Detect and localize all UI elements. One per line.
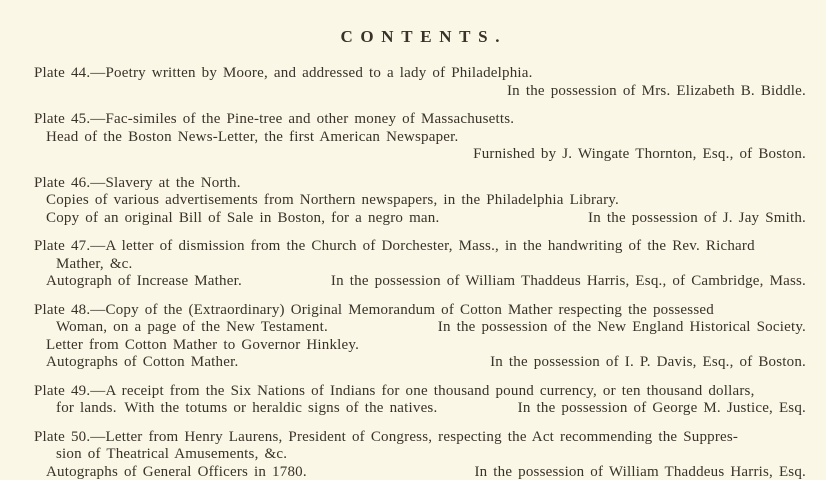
entry-line-text: Autographs of Cotton Mather. <box>46 354 239 370</box>
entry-line-split <box>34 273 806 291</box>
possession-credit: In the possession of William Thaddeus Harris, Esq. <box>474 463 806 480</box>
entry-line-split <box>34 319 806 337</box>
plate-heading: Plate 45.—Fac-similes of the Pine-tree and other money of Massachusetts. <box>34 111 515 127</box>
entry-line-text: for lands. With the totums or heraldic signs of the natives. <box>56 400 438 416</box>
contents-entry-plate-46 <box>34 175 806 228</box>
entry-line-split <box>34 354 806 372</box>
possession-credit: In the possession of I. P. Davis, Esq., of Boston. <box>490 354 806 370</box>
possession-credit: Furnished by J. Wingate Thornton, Esq., of Boston. <box>473 146 806 162</box>
entry-line: Mather, &c. <box>56 255 133 272</box>
plate-heading: Plate 44.—Poetry written by Moore, and addressed to a lady of Philadelphia. <box>34 65 533 81</box>
entry-line-split <box>34 210 806 228</box>
contents-entry-plate-48 <box>34 302 806 372</box>
contents-entry-plate-50 <box>34 429 806 480</box>
possession-credit: In the possession of George M. Justice, Esq. <box>517 400 806 416</box>
contents-entry-plate-45 <box>34 111 806 164</box>
entry-line-split <box>34 464 806 480</box>
plate-heading: Plate 47.—A letter of dismission from the Church of Dorchester, Mass., in the handwriting of the Rev. Richard <box>34 238 755 254</box>
possession-credit: In the possession of J. Jay Smith. <box>588 209 806 226</box>
contents-list <box>34 65 806 480</box>
entry-line-text: Copy of an original Bill of Sale in Boston, for a negro man. <box>46 209 440 226</box>
plate-heading: Plate 48.—Copy of the (Extraordinary) Original Memorandum of Cotton Mather respecting the possessed <box>34 301 714 318</box>
possession-credit: In the possession of the New England Historical Society. <box>437 319 806 335</box>
entry-line: sion of Theatrical Amusements, &c. <box>56 446 288 462</box>
entry-line-text: Autograph of Increase Mather. <box>46 273 242 289</box>
contents-entry-plate-44 <box>34 65 806 100</box>
plate-heading: Plate 50.—Letter from Henry Laurens, President of Congress, respecting the Act recommending the Suppres- <box>34 428 739 445</box>
contents-entry-plate-49 <box>34 383 806 418</box>
entry-line: Head of the Boston News-Letter, the first American Newspaper. <box>46 128 459 145</box>
plate-heading: Plate 49.—A receipt from the Six Nations of Indians for one thousand pound currency, or ten thousand dollars, <box>34 382 755 399</box>
entry-line: Letter from Cotton Mather to Governor Hinkley. <box>46 336 360 353</box>
entry-line-text: Woman, on a page of the New Testament. <box>56 319 328 335</box>
plate-heading: Plate 46.—Slavery at the North. <box>34 174 241 191</box>
possession-credit: In the possession of William Thaddeus Harris, Esq., of Cambridge, Mass. <box>330 273 806 289</box>
entry-line-text: Autographs of General Officers in 1780. <box>46 463 307 480</box>
entry-line: Copies of various advertisements from Northern newspapers, in the Philadelphia Library. <box>46 192 619 208</box>
entry-line-split <box>34 400 806 418</box>
possession-credit: In the possession of Mrs. Elizabeth B. Biddle. <box>506 82 806 99</box>
contents-entry-plate-47 <box>34 238 806 291</box>
page-title: CONTENTS. <box>340 27 508 46</box>
